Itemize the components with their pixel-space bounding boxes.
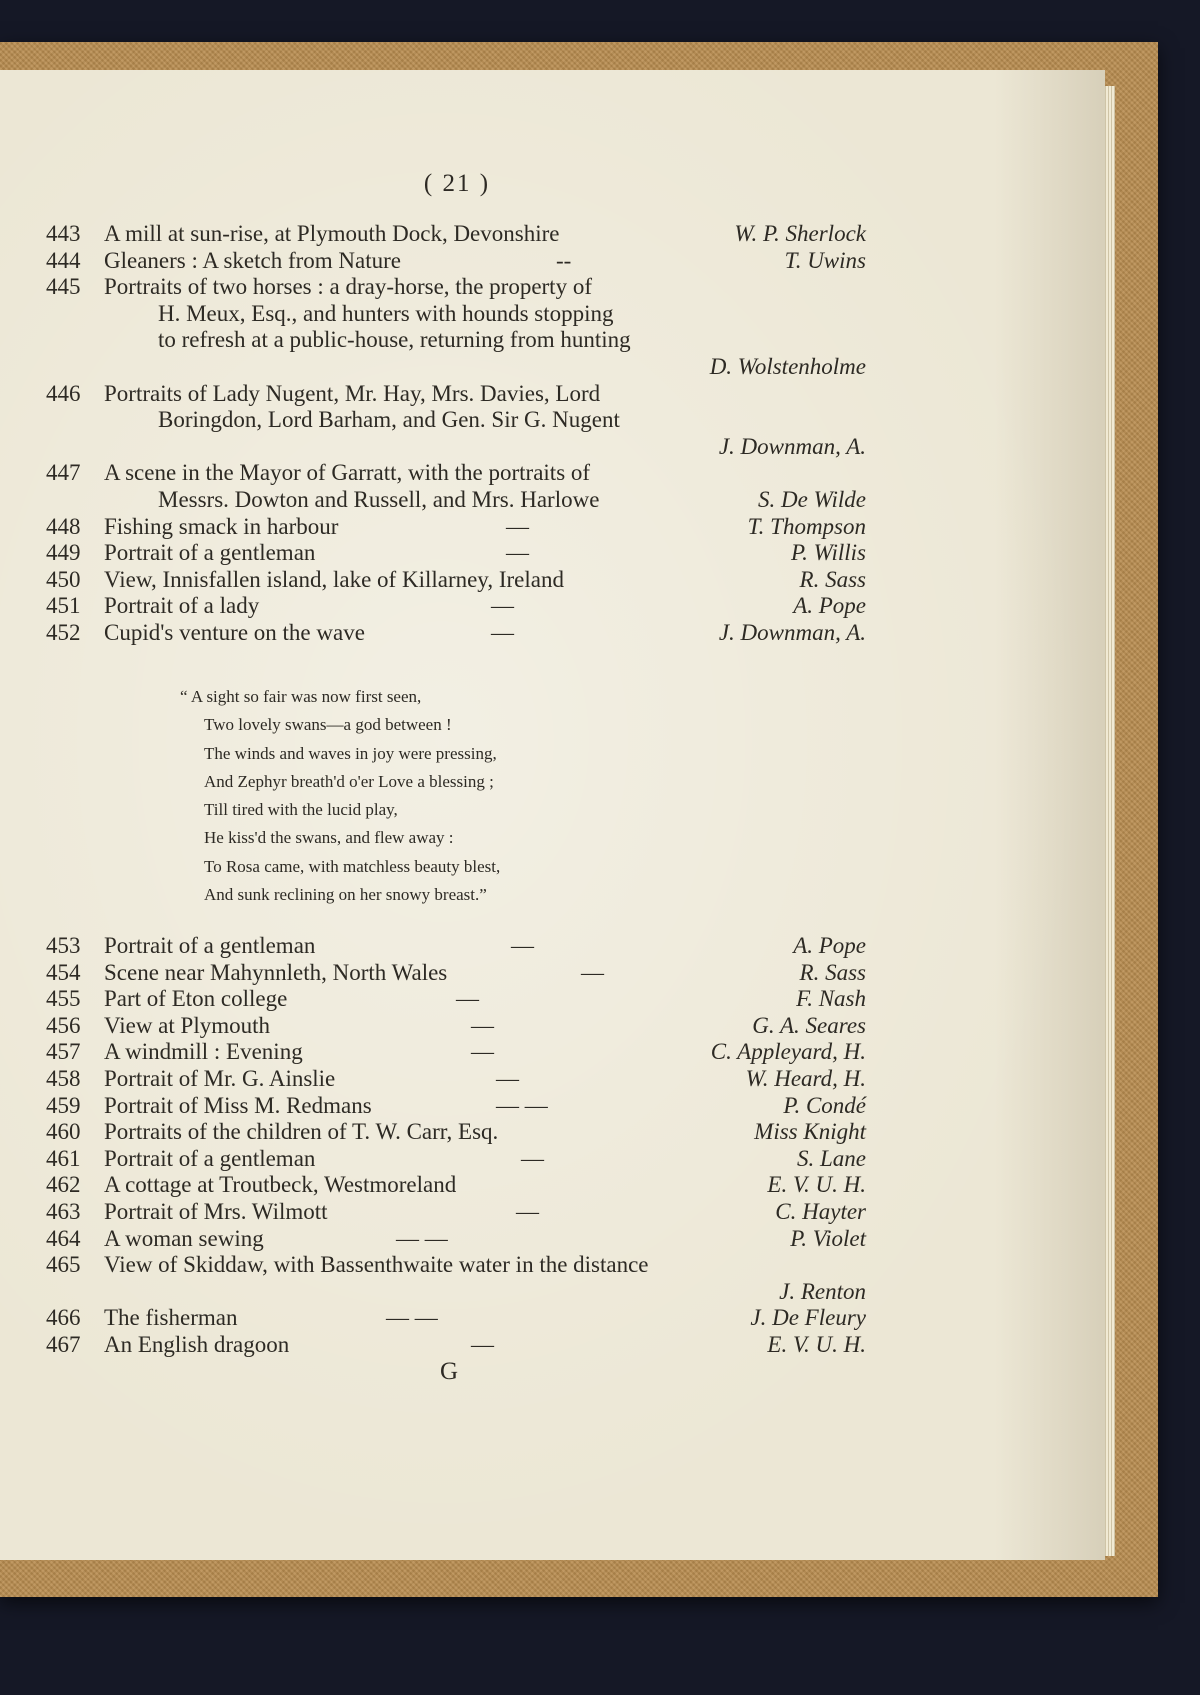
entry-number: 465 xyxy=(46,1252,81,1278)
poem-line: The winds and waves in joy were pressing, xyxy=(204,743,497,763)
entry-number: 452 xyxy=(46,619,81,645)
entry-number: 454 xyxy=(46,959,81,985)
entry-number: 460 xyxy=(46,1119,81,1145)
entry-artist: E. V. U. H. xyxy=(767,1172,866,1198)
entry-artist: A. Pope xyxy=(793,593,866,619)
entry-artist: G. A. Seares xyxy=(752,1012,866,1038)
entry-artist: S. De Wilde xyxy=(758,486,866,512)
entry-number: 457 xyxy=(46,1039,81,1065)
catalogue-entry-continuation xyxy=(46,487,866,514)
catalogue-entry xyxy=(46,1093,866,1120)
catalogue-entry xyxy=(46,1199,866,1226)
leader-dash: — xyxy=(471,1012,494,1038)
catalogue-entry-continuation xyxy=(46,407,866,434)
entry-artist: A. Pope xyxy=(793,933,866,958)
entry-artist: T. Uwins xyxy=(784,247,866,273)
entry-number: 462 xyxy=(46,1172,81,1198)
entry-artist: J. Downman, A. xyxy=(718,619,866,645)
entry-title: A cottage at Troutbeck, Westmoreland xyxy=(104,1172,457,1198)
entry-title: A windmill : Evening xyxy=(104,1039,303,1065)
entry-number: 455 xyxy=(46,986,81,1012)
entry-title: Fishing smack in harbour xyxy=(104,513,339,539)
entry-title: Scene near Mahynnleth, North Wales xyxy=(104,959,448,985)
leader-dash: — xyxy=(471,1331,494,1357)
entry-artist: P. Willis xyxy=(791,540,866,566)
leader-dash: — — xyxy=(396,1225,448,1251)
entry-title: The fisherman xyxy=(104,1305,238,1331)
entry-artist: J. De Fleury xyxy=(750,1305,866,1331)
poem-line: He kiss'd the swans, and flew away : xyxy=(204,828,454,848)
entry-title: Portrait of Mrs. Wilmott xyxy=(104,1198,328,1224)
entry-number: 461 xyxy=(46,1145,81,1171)
catalogue-entry xyxy=(46,540,866,567)
leader-dash: — xyxy=(581,959,604,985)
entry-number: 443 xyxy=(46,221,81,246)
entry-artist: R. Sass xyxy=(799,566,866,592)
poem-line: Till tired with the lucid play, xyxy=(204,800,398,820)
catalogue-entry xyxy=(46,1252,866,1279)
catalogue-entry xyxy=(46,933,866,960)
entry-title: Portrait of a gentleman xyxy=(104,933,316,958)
catalogue-entry xyxy=(46,620,866,647)
entry-number: 466 xyxy=(46,1305,81,1331)
poem-line: To Rosa came, with matchless beauty blest, xyxy=(204,856,501,876)
entry-title: Portrait of Miss M. Redmans xyxy=(104,1092,372,1118)
leader-dash: -- xyxy=(556,247,572,273)
entry-artist: W. P. Sherlock xyxy=(734,221,866,246)
entry-title: A woman sewing xyxy=(104,1225,264,1251)
entry-title: Messrs. Dowton and Russell, and Mrs. Harlowe xyxy=(158,486,600,512)
entry-artist: J. Renton xyxy=(779,1278,866,1304)
entry-number: 459 xyxy=(46,1092,81,1118)
entry-artist: W. Heard, H. xyxy=(745,1065,866,1091)
entry-artist: S. Lane xyxy=(797,1145,866,1171)
entry-number: 453 xyxy=(46,933,81,958)
catalogue-entry xyxy=(46,593,866,620)
entry-number: 447 xyxy=(46,460,81,486)
entry-artist: J. Downman, A. xyxy=(718,433,866,459)
catalogue-entry xyxy=(46,221,866,248)
entry-artist: Miss Knight xyxy=(754,1119,866,1145)
entry-number: 445 xyxy=(46,274,81,300)
entry-number: 456 xyxy=(46,1012,81,1038)
catalogue-entry-continuation xyxy=(46,327,866,354)
page-number-header: ( 21 ) xyxy=(423,170,491,197)
entry-artist: P. Condé xyxy=(783,1092,866,1118)
entry-number: 446 xyxy=(46,380,81,406)
leader-dash: — xyxy=(456,986,479,1012)
catalogue-entry xyxy=(46,1013,866,1040)
leader-dash: — xyxy=(506,540,529,566)
catalogue-entry xyxy=(46,514,866,541)
leader-dash: — xyxy=(491,593,514,619)
leader-dash: — xyxy=(471,1039,494,1065)
entry-number: 449 xyxy=(46,540,81,566)
catalogue-entry xyxy=(46,567,866,594)
entry-artist: D. Wolstenholme xyxy=(709,353,866,379)
entry-title: A mill at sun-rise, at Plymouth Dock, Devonshire xyxy=(104,221,560,246)
entry-number: 451 xyxy=(46,593,81,619)
leader-dash: — xyxy=(511,933,534,958)
signature-mark: G xyxy=(440,1358,459,1385)
entry-artist: P. Violet xyxy=(790,1225,866,1251)
entry-number: 444 xyxy=(46,247,81,273)
entry-title: H. Meux, Esq., and hunters with hounds stopping xyxy=(158,300,614,326)
entry-number: 467 xyxy=(46,1331,81,1357)
poem-line: And Zephyr breath'd o'er Love a blessing ; xyxy=(204,771,494,791)
leader-dash: — xyxy=(496,1065,519,1091)
entry-number: 448 xyxy=(46,513,81,539)
leader-dash: — xyxy=(506,513,529,539)
catalogue-entry xyxy=(46,1226,866,1253)
catalogue-entry xyxy=(46,1305,866,1332)
entry-title: View, Innisfallen island, lake of Killarney, Ireland xyxy=(104,566,564,592)
leader-dash: — xyxy=(491,619,514,645)
entry-number: 450 xyxy=(46,566,81,592)
entry-artist: F. Nash xyxy=(796,986,866,1012)
entry-title: Portraits of two horses : a dray-horse, the property of xyxy=(104,274,592,300)
entry-number: 464 xyxy=(46,1225,81,1251)
entry-title: An English dragoon xyxy=(104,1331,290,1357)
entry-title: Portrait of a gentleman xyxy=(104,540,316,566)
leader-dash: — — xyxy=(496,1092,548,1118)
leader-dash: — xyxy=(521,1145,544,1171)
catalogue-entry xyxy=(46,1146,866,1173)
entry-title: Cupid's venture on the wave xyxy=(104,619,365,645)
entry-title: View of Skiddaw, with Bassenthwaite water in the distance xyxy=(104,1252,649,1278)
catalogue-entry xyxy=(46,248,866,275)
catalogue-entry-artist-line xyxy=(46,1279,866,1306)
entry-title: Portraits of the children of T. W. Carr, Esq. xyxy=(104,1119,499,1145)
entry-title: to refresh at a public-house, returning from hunting xyxy=(158,327,631,353)
catalogue-entry xyxy=(46,1039,866,1066)
catalogue-entry xyxy=(46,1172,866,1199)
leader-dash: — — xyxy=(386,1305,438,1331)
entry-number: 463 xyxy=(46,1198,81,1224)
catalogue-entry xyxy=(46,960,866,987)
entry-title: Portrait of a lady xyxy=(104,593,260,619)
entry-number: 458 xyxy=(46,1065,81,1091)
leader-dash: — xyxy=(516,1198,539,1224)
entry-title: A scene in the Mayor of Garratt, with the portraits of xyxy=(104,460,591,486)
entry-artist: T. Thompson xyxy=(747,513,866,539)
catalogue-entry xyxy=(46,1066,866,1093)
entry-title: Gleaners : A sketch from Nature xyxy=(104,247,401,273)
entry-artist: C. Hayter xyxy=(775,1198,866,1224)
catalogue-entry-artist-line xyxy=(46,434,866,461)
catalogue-list-bottom xyxy=(46,933,866,1359)
catalogue-entry xyxy=(46,1332,866,1359)
catalogue-entry xyxy=(46,274,866,301)
entry-artist: C. Appleyard, H. xyxy=(710,1039,866,1065)
entry-artist: E. V. U. H. xyxy=(767,1331,866,1357)
catalogue-entry xyxy=(46,381,866,408)
entry-title: Portraits of Lady Nugent, Mr. Hay, Mrs. Davies, Lord xyxy=(104,380,601,406)
entry-title: Portrait of a gentleman xyxy=(104,1145,316,1171)
poem-line: “ A sight so fair was now first seen, xyxy=(180,687,422,706)
entry-title: View at Plymouth xyxy=(104,1012,270,1038)
catalogue-entry-artist-line xyxy=(46,354,866,381)
catalogue-list-top xyxy=(46,221,866,647)
catalogue-entry-continuation xyxy=(46,301,866,328)
poem-quotation xyxy=(180,683,740,909)
poem-line: And sunk reclining on her snowy breast.” xyxy=(204,885,487,905)
poem-line: Two lovely swans—a god between ! xyxy=(204,715,452,735)
entry-title: Part of Eton college xyxy=(104,986,288,1012)
entry-artist: R. Sass xyxy=(799,959,866,985)
catalogue-entry xyxy=(46,1119,866,1146)
entry-title: Boringdon, Lord Barham, and Gen. Sir G. Nugent xyxy=(158,407,620,433)
entry-title: Portrait of Mr. G. Ainslie xyxy=(104,1065,336,1091)
catalogue-entry xyxy=(46,986,866,1013)
catalogue-entry xyxy=(46,460,866,487)
